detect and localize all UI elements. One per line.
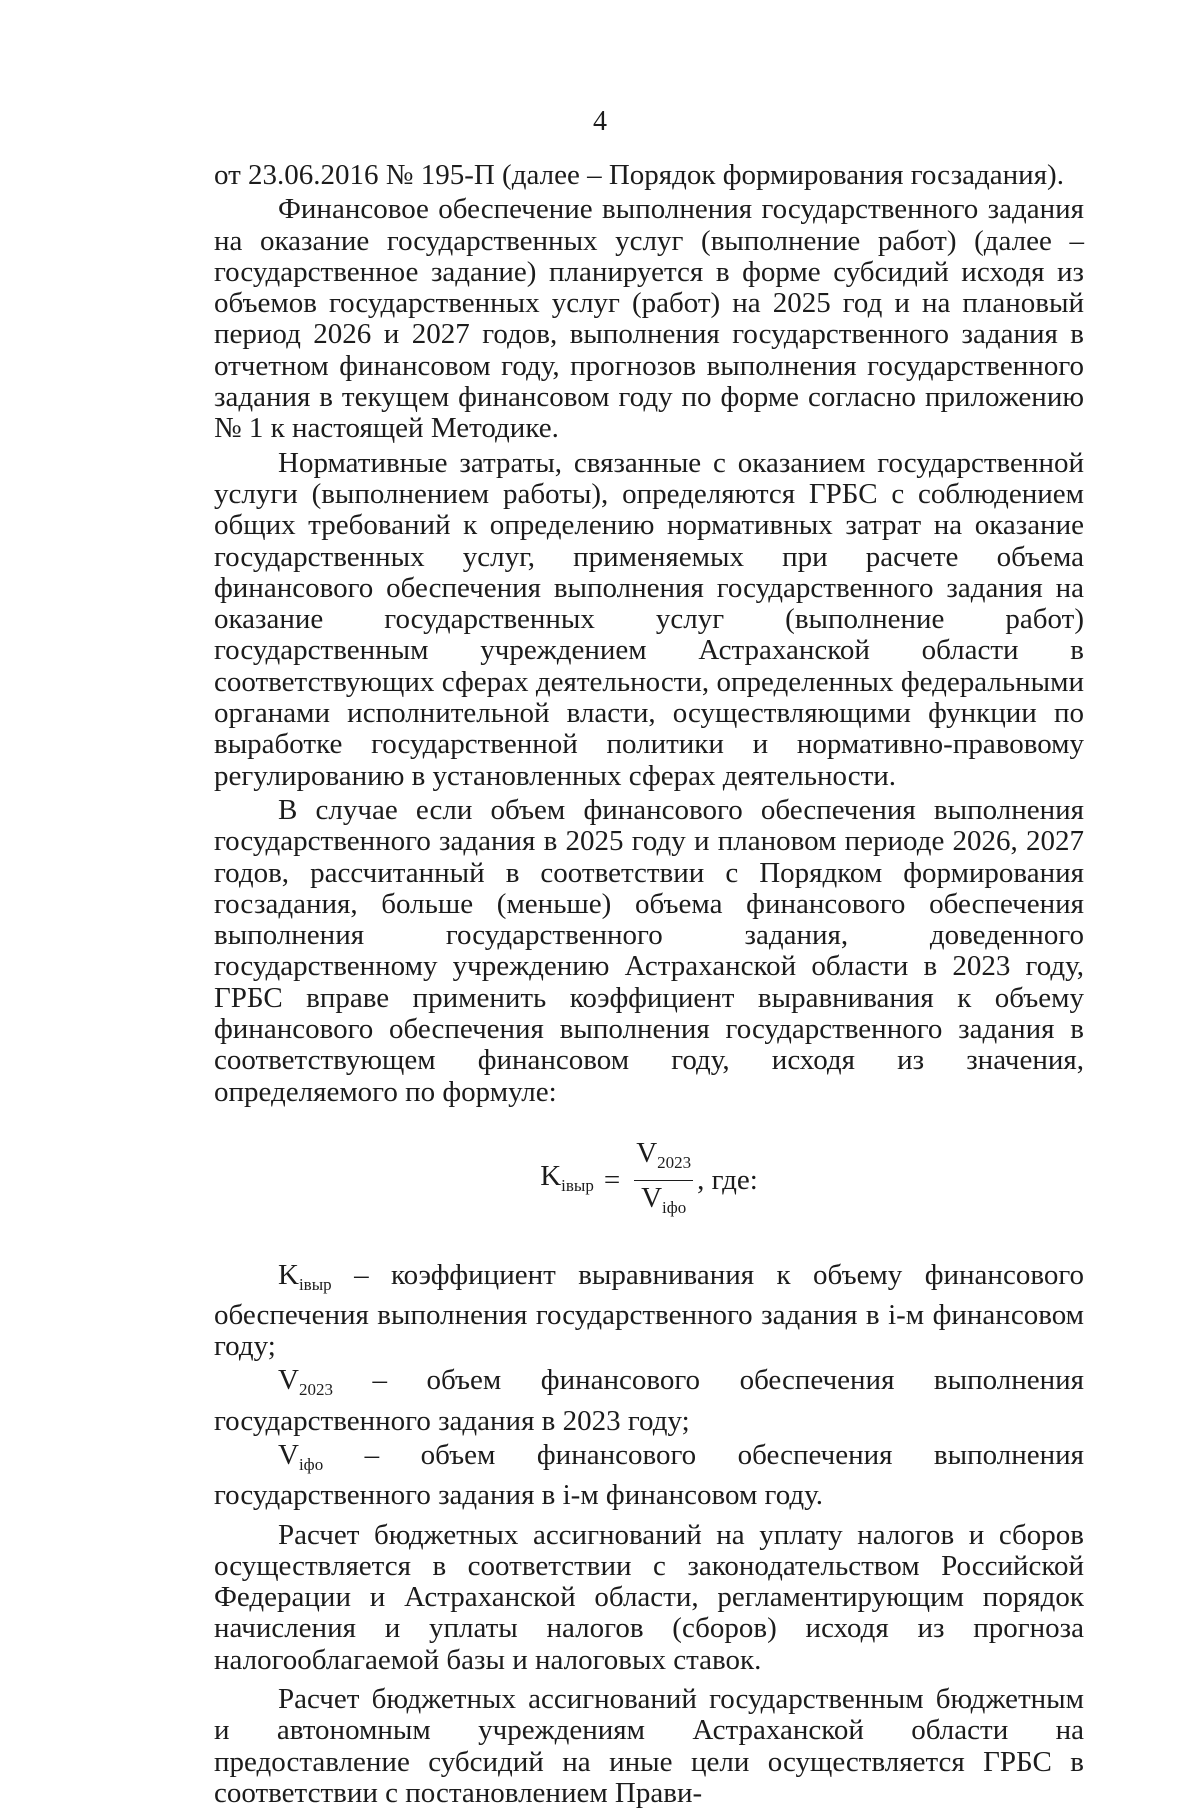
page-number: 4 <box>593 106 607 137</box>
formula-lhs: $K_{iвыр}$ <box>540 1159 594 1195</box>
formula-equals: = <box>603 1164 621 1197</box>
definition-vifo: $V_{iфо}$ – объем финансового обеспечения выполнения государственного задания в i-м финансовом году. <box>214 1438 1084 1512</box>
paragraph-taxes: Расчет бюджетных ассигнований на уплату налогов и сборов осуществляется в соответствии с законодательством Российской Федерации и Астраханской области, регламентирующим порядок начисления и уплаты налогов (сборов) исходя из прогноза налогооблагаемой базы и налоговых ставок. <box>214 1518 1084 1676</box>
paragraph-continuation: от 23.06.2016 № 195-П (далее – Порядок формирования госзадания). <box>214 159 1064 191</box>
formula-numerator: $V_{2023}$ <box>634 1138 693 1181</box>
formula-suffix: , где: <box>697 1164 758 1197</box>
paragraph-subsidies: Расчет бюджетных ассигнований государственным бюджетным и автономным учреждениям Астраханской области на предоставление субсидий на иные цели осуществляется ГРБС в соответствии с постановлением Прави- <box>214 1683 1084 1809</box>
paragraph-normative-costs: Нормативные затраты, связанные с оказанием государственной услуги (выполнением работы), определяются ГРБС с соблюдением общих требований к определению нормативных затрат на оказание государственных услуг, применяемых при расчете объема финансового обеспечения выполнения государственного задания на оказание государственных услуг (выполнение работ) государственным учреждением Астраханской области в соответствующих сферах деятельности, определенных федеральными органами исполнительной власти, осуществляющими функции по выработке государственной политики и нормативно-правовому регулированию в установленных сферах деятельности. <box>214 446 1084 792</box>
definition-coefficient: $K_{iвыр}$ – коэффициент выравнивания к объему финансового обеспечения выполнения государственного задания в i-м финансовом году; <box>214 1258 1084 1363</box>
formula-fraction <box>634 1138 693 1224</box>
formula-denominator: $V_{iфо}$ <box>641 1182 687 1218</box>
paragraph-funding: Финансовое обеспечение выполнения государственного задания на оказание государственных услуг (выполнение работ) (далее – государственное задание) планируется в форме субсидий исходя из объемов государственных услуг (работ) на 2025 год и на плановый период 2026 и 2027 годов, выполнения государственного задания в отчетном финансовом году, прогнозов выполнения государственного задания в текущем финансовом году по форме согласно приложению № 1 к настоящей Методике. <box>214 193 1084 445</box>
document-body <box>214 160 1084 1812</box>
paragraph-alignment-coefficient: В случае если объем финансового обеспечения выполнения государственного задания в 2025 году и плановом периоде 2026, 2027 годов, рассчитанный в соответствии с Порядком формирования госзадания, больше (меньше) объема финансового обеспечения выполнения государственного задания, доведенного государственному учреждению Астраханской области в 2023 году, ГРБС вправе применить коэффициент выравнивания к объему финансового обеспечения выполнения государственного задания в соответствующем финансовом году, исходя из значения, определяемого по формуле: <box>214 793 1084 1108</box>
alignment-formula <box>214 1138 1084 1224</box>
definition-v2023: $V_{2023}$ – объем финансового обеспечения выполнения государственного задания в 2023 году; <box>214 1364 1084 1437</box>
